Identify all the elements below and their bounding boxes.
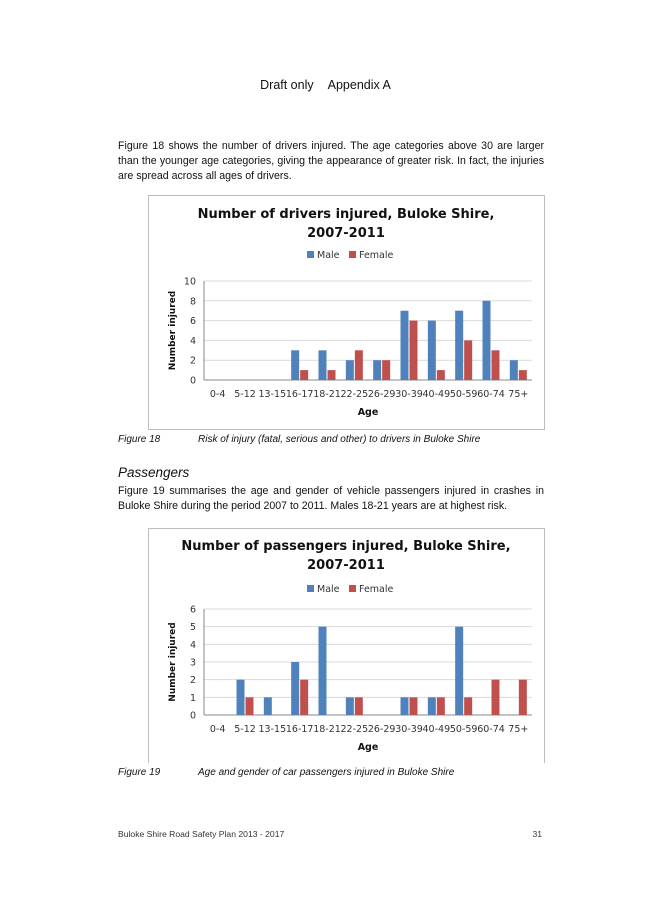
page-header bbox=[0, 78, 651, 92]
bar-male bbox=[319, 350, 327, 380]
x-tick-label: 26-29 bbox=[367, 389, 396, 400]
legend-label-female: Female bbox=[359, 584, 394, 595]
y-tick-label: 3 bbox=[189, 657, 196, 669]
x-tick-label: 30-39 bbox=[395, 389, 423, 400]
x-tick-label: 16-17 bbox=[285, 389, 314, 400]
legend-swatch-male bbox=[307, 585, 314, 592]
x-tick-label: 13-15 bbox=[258, 389, 287, 400]
x-tick-label: 75+ bbox=[508, 724, 529, 735]
y-tick-label: 10 bbox=[183, 276, 196, 288]
y-tick-label: 2 bbox=[189, 355, 196, 367]
figure-18-text: Risk of injury (fatal, serious and other) to drivers in Buloke Shire bbox=[198, 434, 481, 445]
x-tick-label: 26-29 bbox=[367, 724, 396, 735]
y-tick-label: 0 bbox=[189, 710, 196, 722]
bar-female bbox=[464, 697, 472, 715]
x-axis-title: Age bbox=[357, 407, 379, 418]
figure-19-text: Age and gender of car passengers injured in Buloke Shire bbox=[198, 767, 455, 778]
x-tick-label: 60-74 bbox=[477, 724, 505, 735]
chart-title-line: 2007-2011 bbox=[307, 226, 385, 241]
x-tick-label: 75+ bbox=[508, 389, 529, 400]
figure-18-caption bbox=[118, 434, 480, 445]
figure-19-chart bbox=[148, 528, 545, 763]
x-tick-label: 5-12 bbox=[234, 724, 256, 735]
draft-label: Draft only bbox=[260, 78, 314, 92]
bar-female bbox=[437, 370, 445, 380]
bar-male bbox=[373, 360, 381, 380]
bar-male bbox=[291, 662, 299, 715]
chart-title-line: Number of drivers injured, Buloke Shire, bbox=[197, 207, 495, 222]
figure-18-number: Figure 18 bbox=[118, 434, 161, 445]
drivers-injured-chart-svg bbox=[149, 196, 544, 429]
x-tick-label: 40-49 bbox=[422, 389, 451, 400]
x-tick-label: 0-4 bbox=[209, 724, 226, 735]
x-tick-label: 18-21 bbox=[313, 389, 341, 400]
footer-title: Buloke Shire Road Safety Plan 2013 - 2017 bbox=[118, 829, 285, 839]
legend-swatch-female bbox=[349, 251, 356, 258]
legend-swatch-female bbox=[349, 585, 356, 592]
y-tick-label: 2 bbox=[189, 675, 196, 687]
page-footer bbox=[118, 829, 542, 839]
bar-female bbox=[382, 360, 390, 380]
x-tick-label: 50-59 bbox=[449, 724, 478, 735]
legend-swatch-male bbox=[307, 251, 314, 258]
passengers-injured-chart-svg bbox=[149, 529, 544, 763]
x-tick-label: 60-74 bbox=[477, 389, 505, 400]
y-axis-title: Number injured bbox=[168, 290, 178, 371]
bar-female bbox=[246, 697, 254, 715]
bar-female bbox=[492, 680, 500, 715]
y-tick-label: 6 bbox=[189, 316, 196, 328]
x-tick-label: 40-49 bbox=[422, 724, 451, 735]
bar-male bbox=[237, 680, 245, 715]
passengers-paragraph: Figure 19 summarises the age and gender of vehicle passengers injured in crashes in Buloke Shire during the period 2007 to 2011. Males 18-21 years are at highest risk. bbox=[118, 485, 544, 512]
x-tick-label: 5-12 bbox=[234, 389, 256, 400]
x-tick-label: 0-4 bbox=[209, 389, 226, 400]
x-tick-label: 18-21 bbox=[313, 724, 341, 735]
bar-male bbox=[483, 301, 491, 380]
x-tick-label: 30-39 bbox=[395, 724, 423, 735]
x-axis-title: Age bbox=[357, 742, 379, 753]
passengers-heading: Passengers bbox=[118, 465, 190, 480]
x-tick-label: 13-15 bbox=[258, 724, 287, 735]
legend-label-male: Male bbox=[317, 250, 340, 261]
appendix-label: Appendix A bbox=[327, 78, 391, 92]
chart-title-line: 2007-2011 bbox=[307, 558, 385, 573]
y-tick-label: 6 bbox=[189, 604, 196, 616]
bar-female bbox=[355, 697, 363, 715]
bar-male bbox=[346, 697, 354, 715]
bar-female bbox=[519, 370, 527, 380]
bar-female bbox=[437, 697, 445, 715]
bar-male bbox=[319, 627, 327, 715]
bar-male bbox=[401, 697, 409, 715]
y-tick-label: 4 bbox=[189, 639, 196, 651]
y-tick-label: 8 bbox=[189, 296, 196, 308]
x-tick-label: 16-17 bbox=[285, 724, 314, 735]
bar-female bbox=[492, 350, 500, 380]
bar-female bbox=[328, 370, 336, 380]
bar-male bbox=[264, 697, 272, 715]
y-tick-label: 5 bbox=[189, 622, 196, 634]
y-axis-title: Number injured bbox=[168, 622, 178, 702]
x-tick-label: 22-25 bbox=[340, 724, 369, 735]
bar-male bbox=[455, 311, 463, 380]
bar-female bbox=[410, 697, 418, 715]
y-tick-label: 1 bbox=[189, 692, 196, 704]
bar-female bbox=[300, 680, 308, 715]
figure-19-number: Figure 19 bbox=[118, 767, 161, 778]
bar-male bbox=[428, 321, 436, 380]
y-tick-label: 4 bbox=[189, 335, 196, 347]
legend-label-male: Male bbox=[317, 584, 340, 595]
bar-female bbox=[410, 321, 418, 380]
bar-male bbox=[346, 360, 354, 380]
x-tick-label: 22-25 bbox=[340, 389, 369, 400]
figure-18-chart bbox=[148, 195, 545, 430]
chart-title-line: Number of passengers injured, Buloke Shire, bbox=[181, 539, 511, 554]
legend-label-female: Female bbox=[359, 250, 394, 261]
bar-female bbox=[519, 680, 527, 715]
bar-female bbox=[300, 370, 308, 380]
bar-male bbox=[291, 350, 299, 380]
y-tick-label: 0 bbox=[189, 375, 196, 387]
bar-male bbox=[510, 360, 518, 380]
x-tick-label: 50-59 bbox=[449, 389, 478, 400]
bar-male bbox=[455, 627, 463, 715]
page-number: 31 bbox=[532, 829, 542, 839]
bar-female bbox=[355, 350, 363, 380]
intro-paragraph: Figure 18 shows the number of drivers injured. The age categories above 30 are larger than the younger age categories, giving the appearance of greater risk. In fact, the injuries are spread across all ages of drivers. bbox=[118, 140, 544, 182]
figure-19-caption bbox=[118, 767, 454, 778]
bar-female bbox=[464, 340, 472, 380]
bar-male bbox=[428, 697, 436, 715]
bar-male bbox=[401, 311, 409, 380]
